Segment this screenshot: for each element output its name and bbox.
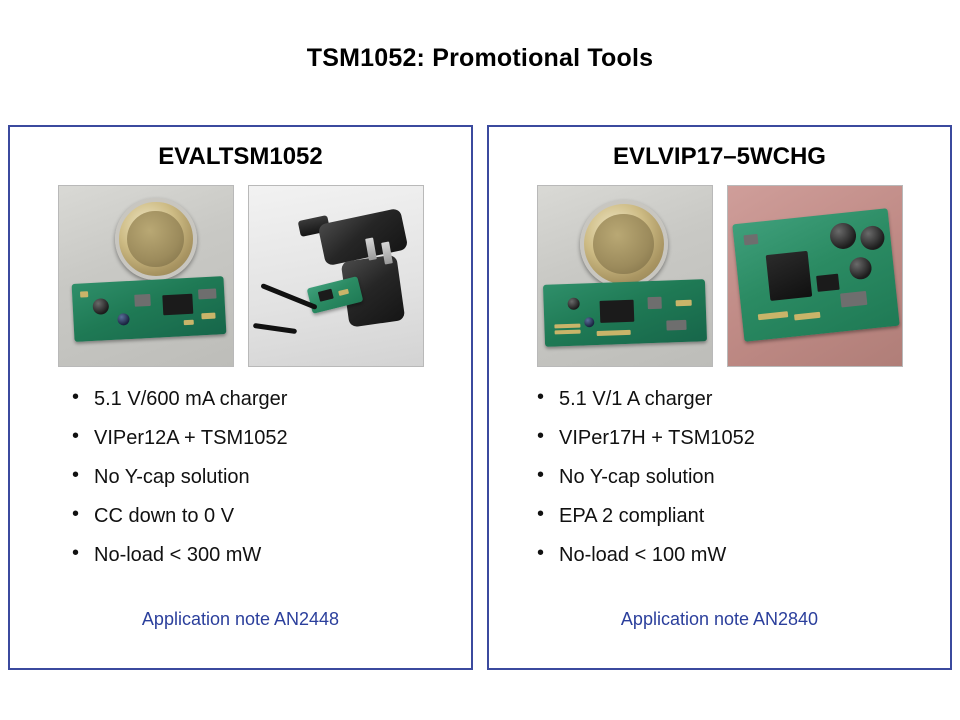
list-item: • VIPer17H + TSM1052 — [537, 428, 950, 448]
panel-evlvip17-5wchg — [487, 125, 952, 670]
list-item: • No Y-cap solution — [72, 467, 471, 487]
feature-list — [489, 389, 950, 565]
panel-title: EVLVIP17–5WCHG — [613, 143, 826, 170]
eval-board-with-euro-coin-photo — [58, 185, 234, 367]
list-item: • VIPer12A + TSM1052 — [72, 428, 471, 448]
wall-adapter-charger-photo — [248, 185, 424, 367]
application-note-reference: Application note AN2840 — [620, 609, 819, 629]
feature-list-container — [489, 389, 950, 565]
feature-list-container — [10, 389, 471, 565]
feature-list — [10, 389, 471, 565]
page-title: TSM1052: Promotional Tools — [306, 44, 654, 72]
list-item: • EPA 2 compliant — [537, 506, 950, 526]
panel-images — [489, 185, 950, 367]
panel-evaltsm1052 — [8, 125, 473, 670]
eval-board-with-euro-coin-photo — [537, 185, 713, 367]
panel-images — [10, 185, 471, 367]
list-item: • No Y-cap solution — [537, 467, 950, 487]
panel-container — [8, 125, 952, 670]
list-item: • CC down to 0 V — [72, 506, 471, 526]
list-item: • 5.1 V/1 A charger — [537, 389, 950, 409]
list-item: • No-load < 100 mW — [537, 545, 950, 565]
list-item: • No-load < 300 mW — [72, 545, 471, 565]
panel-title: EVALTSM1052 — [158, 143, 323, 170]
list-item: • 5.1 V/600 mA charger — [72, 389, 471, 409]
power-supply-board-photo — [727, 185, 903, 367]
application-note-reference: Application note AN2448 — [141, 609, 340, 629]
